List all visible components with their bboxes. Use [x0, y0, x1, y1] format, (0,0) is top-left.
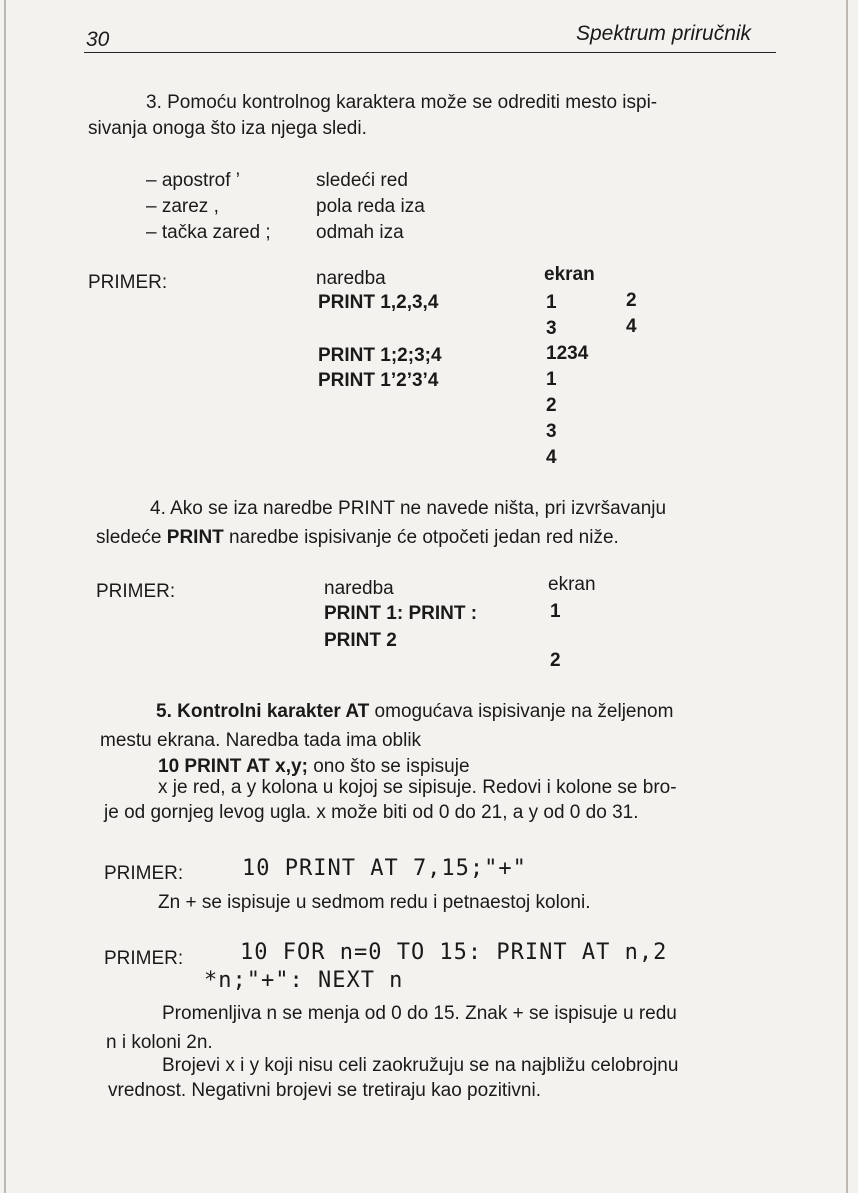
sec5-line2: mestu ekrana. Naredba tada ima oblik	[100, 730, 422, 751]
sec3-line2: sivanja onoga što iza njega sledi.	[88, 118, 367, 139]
left-page-edge	[4, 0, 6, 1193]
page-number: 30	[86, 28, 110, 51]
ex4-para2: n i koloni 2n.	[106, 1032, 213, 1053]
ex3-code: 10 PRINT AT 7,15;"+"	[242, 856, 527, 881]
sec4-line2	[96, 527, 619, 549]
sec3-item-right: sledeći red	[316, 170, 408, 191]
ex1-screen-value: 1	[546, 292, 557, 313]
sec5-line1-bold: 5. Kontrolni karakter AT	[156, 701, 370, 722]
sec3-line1: 3. Pomoću kontrolnog karaktera može se odrediti mesto ispi-	[146, 92, 658, 113]
sec5-line4: x je red, a y kolona u kojoj se sipisuje. Redovi i kolone se bro-	[158, 777, 677, 798]
ex2-col-command: naredba	[324, 578, 394, 599]
ex4-label: PRIMER:	[104, 948, 184, 969]
sec3-item-right: pola reda iza	[316, 196, 425, 217]
ex1-col-screen: ekran	[544, 264, 595, 285]
sec5-line3	[158, 756, 470, 778]
sec5-line3-bold: 10 PRINT AT x,y;	[158, 756, 308, 777]
sec4-line2-a: sledeće	[96, 527, 167, 548]
ex1-cmd1: PRINT 1,2,3,4	[318, 292, 439, 313]
ex2-cmd1: PRINT 1: PRINT :	[324, 603, 478, 624]
ex4-code2: *n;"+": NEXT n	[204, 968, 404, 993]
ex2-screen1: 1	[550, 601, 561, 622]
sec3-item-left: – apostrof ’	[146, 170, 240, 191]
ex1-cmd2: PRINT 1;2;3;4	[318, 345, 442, 366]
ex1-screen-value: 1	[546, 369, 557, 390]
ex2-label: PRIMER:	[96, 581, 176, 602]
sec3-item-right: odmah iza	[316, 222, 404, 243]
running-title: Spektrum priručnik	[576, 22, 752, 45]
ex1-screen-value: 3	[546, 318, 557, 339]
sec5-line1-rest: omogućava ispisivanje na željenom	[369, 701, 674, 722]
ex1-screen-value: 3	[546, 421, 557, 442]
ex1-col-command: naredba	[316, 268, 386, 289]
sec3-item-left: – tačka zared ;	[146, 222, 271, 243]
sec3-item-left: – zarez ,	[146, 196, 219, 217]
ex3-label: PRIMER:	[104, 863, 184, 884]
ex1-screen-value: 4	[546, 447, 557, 468]
ex4-code1: 10 FOR n=0 TO 15: PRINT AT n,2	[240, 940, 668, 965]
ex1-cmd3: PRINT 1’2’3’4	[318, 370, 439, 391]
sec4-line2-keyword: PRINT	[166, 527, 224, 548]
sec4-line1: 4. Ako se iza naredbe PRINT ne navede ništa, pri izvršavanju	[150, 498, 667, 519]
ex1-screen-value: 1234	[546, 343, 589, 364]
sec5-line1	[156, 701, 673, 723]
ex4-para4: vrednost. Negativni brojevi se tretiraju kao pozitivni.	[108, 1080, 541, 1101]
ex2-screen2: 2	[550, 650, 561, 671]
sec5-line5: je od gornjeg levog ugla. x može biti od 0 do 21, a y od 0 do 31.	[104, 802, 639, 823]
ex1-screen-value: 2	[546, 395, 557, 416]
ex2-cmd2: PRINT 2	[324, 630, 397, 651]
ex4-para1: Promenljiva n se menja od 0 do 15. Znak + se ispisuje u redu	[162, 1003, 677, 1024]
ex1-screen-value: 2	[626, 290, 637, 311]
ex1-screen-value: 4	[626, 316, 637, 337]
ex1-label: PRIMER:	[88, 272, 168, 293]
ex2-col-screen: ekran	[548, 574, 596, 595]
sec5-line3-rest: ono što se ispisuje	[307, 756, 470, 777]
ex4-para3: Brojevi x i y koji nisu celi zaokružuju se na najbližu celobrojnu	[162, 1055, 679, 1076]
header-rule	[84, 52, 776, 53]
sec4-line2-c: naredbe ispisivanje će otpočeti jedan red niže.	[223, 527, 619, 548]
ex3-note: Zn + se ispisuje u sedmom redu i petnaestoj koloni.	[158, 892, 591, 913]
right-page-edge	[846, 0, 848, 1193]
